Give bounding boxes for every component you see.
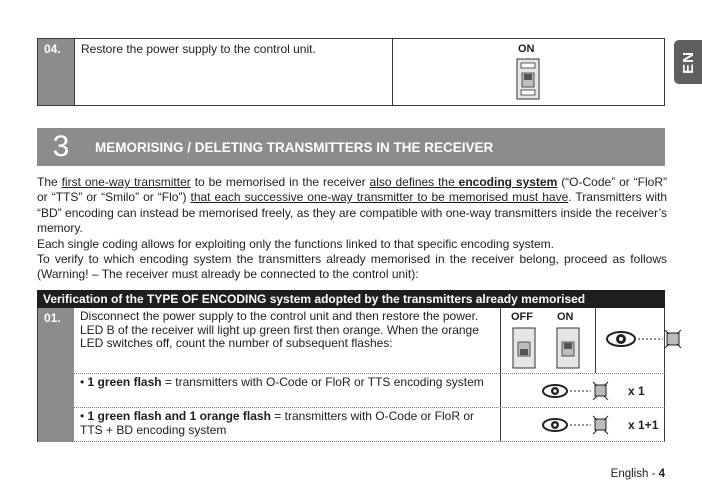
result-bold: 1 green flash and 1 orange flash xyxy=(87,409,271,423)
divider xyxy=(595,308,596,373)
power-cycle-illustration xyxy=(500,308,665,373)
breaker-on-icon xyxy=(553,326,583,370)
verification-step-number: 01. xyxy=(38,308,74,442)
intro-paragraph-3: To verify to which encoding system the transmitters already memorised in the receiver belong, proceed as follows (Warning! – The receiver must already be connected to the control unit): xyxy=(37,252,667,282)
verification-step-text: Disconnect the power supply to the control unit and then restore the power. LED B of the receiver will light up green first then orange. When the orange LED switches off, count the number of subsequent flashes: xyxy=(80,309,479,350)
eye-watching-led-icon xyxy=(605,326,695,352)
step-number: 04. xyxy=(38,39,74,105)
verification-body xyxy=(37,308,665,442)
intro-paragraph-2: Each single coding allows for exploiting only the functions linked to that specific encoding system. xyxy=(37,236,554,251)
result-text: • 1 green flash and 1 orange flash = transmitters with O-Code or FloR or TTS + BD encoding system xyxy=(80,409,474,437)
verification-step-row xyxy=(74,308,665,374)
underlined-text: that each successive one-way transmitter to be memorised must have xyxy=(190,190,569,205)
section-header xyxy=(37,128,665,166)
on-label: ON xyxy=(557,311,574,323)
flash-count: x 1+1 xyxy=(628,418,659,432)
flash-count-cell xyxy=(500,374,665,407)
result-text: • 1 green flash = transmitters with O-Code or FloR or TTS encoding system xyxy=(80,375,484,389)
verification-rows xyxy=(74,308,665,442)
flash-count: x 1 xyxy=(628,384,645,398)
text-run: The xyxy=(37,175,62,189)
language-tab xyxy=(674,40,702,84)
eye-flash-icon xyxy=(541,379,625,403)
off-label: OFF xyxy=(511,311,533,323)
breaker-illustration-cell xyxy=(392,39,664,105)
language-tab-label: EN xyxy=(679,50,697,74)
intro-paragraph-1 xyxy=(37,175,667,237)
text-run: . Transmitters with “BD” encoding can instead be memorised freely, as they are compatible with one-way transmitters inside the receiver’s memory. xyxy=(37,190,667,236)
result-rest: = transmitters with O-Code or FloR or TTS encoding system xyxy=(161,375,484,389)
verification-table xyxy=(37,290,665,442)
result-rest: = transmitters with O-Code or FloR or TTS + BD encoding system xyxy=(80,409,474,437)
page-number: 4 xyxy=(658,468,665,480)
text-run: to be memorised in the receiver xyxy=(190,175,370,189)
intro-text xyxy=(37,175,667,283)
underlined-text: also defines the xyxy=(369,175,459,189)
breaker-off-icon xyxy=(509,326,539,370)
underlined-text: first one-way transmitter xyxy=(61,175,191,189)
verification-header: Verification of the TYPE OF ENCODING system adopted by the transmitters already memorised xyxy=(37,290,665,308)
section-number: 3 xyxy=(52,130,70,163)
flash-count-cell xyxy=(500,408,665,441)
page-footer xyxy=(611,468,665,480)
section-title: MEMORISING / DELETING TRANSMITTERS IN THE RECEIVER xyxy=(95,139,494,155)
eye-flash-icon xyxy=(541,413,625,437)
step-04-table xyxy=(37,38,665,106)
text-run: (“O-Code” or “FloR” or “TTS” or “Smilo” or “Flo”) xyxy=(37,175,668,205)
circuit-breaker-icon xyxy=(513,57,543,101)
verification-result-row xyxy=(74,408,665,442)
result-bold: 1 green flash xyxy=(87,375,162,389)
step-text: Restore the power supply to the control unit. xyxy=(74,39,392,105)
footer-language: English - xyxy=(610,468,659,480)
bold-underlined-text: encoding system xyxy=(458,175,558,189)
switch-on-label: ON xyxy=(518,43,535,55)
verification-result-row xyxy=(74,374,665,408)
